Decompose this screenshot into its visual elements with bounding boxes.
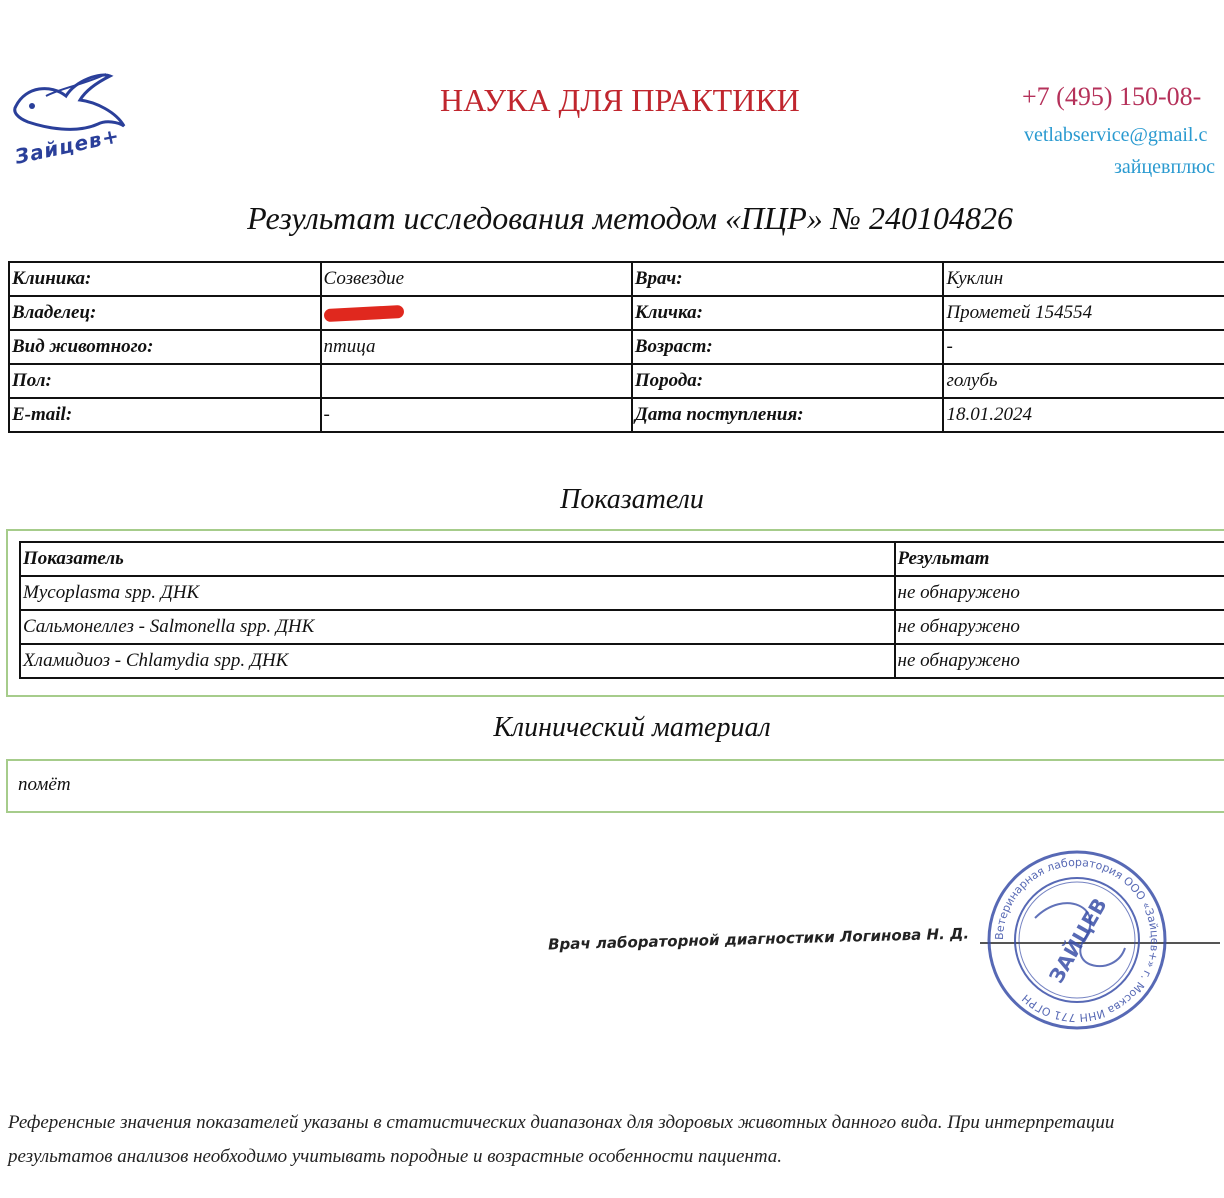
clinic-label: Клиника: <box>9 262 321 296</box>
indicator-result: не обнаружено <box>895 576 1224 610</box>
indicator-name: Сальмонеллез - Salmonella spp. ДНК <box>20 610 895 644</box>
col-result-header: Результат <box>895 542 1224 576</box>
table-row <box>20 644 1224 678</box>
nickname-value: Прометей 154554 <box>943 296 1224 330</box>
info-row <box>9 330 1224 364</box>
indicator-name: Хламидиоз - Chlamydia spp. ДНК <box>20 644 895 678</box>
info-row <box>9 364 1224 398</box>
sex-value <box>321 364 632 398</box>
info-row <box>9 296 1224 330</box>
species-value: птица <box>321 330 632 364</box>
material-section-title: Клинический материал <box>493 712 771 743</box>
document-title: Результат исследования методом «ПЦР» № 240104826 <box>247 200 1013 236</box>
breed-value: голубь <box>943 364 1224 398</box>
date-value: 18.01.2024 <box>943 398 1224 432</box>
email-value: - <box>321 398 632 432</box>
age-value: - <box>943 330 1224 364</box>
patient-info-table <box>8 261 1224 433</box>
indicator-result: не обнаружено <box>895 644 1224 678</box>
owner-value <box>321 296 632 330</box>
indicator-result: не обнаружено <box>895 610 1224 644</box>
reference-note: Референсные значения показателей указаны в статистических диапазонах для здоровых животных данного вида. При интерпретации результатов анализов необходимо учитывать породные и возрастные особенности пациента. <box>8 1112 1115 1167</box>
owner-label: Владелец: <box>9 296 321 330</box>
indicators-section-title: Показатели <box>560 484 704 515</box>
breed-label: Порода: <box>632 364 944 398</box>
table-header-row <box>20 542 1224 576</box>
email-address: vetlabservice@gmail.c <box>1024 124 1208 146</box>
site-name: зайцевплюс <box>1114 156 1216 178</box>
species-label: Вид животного: <box>9 330 321 364</box>
col-indicator-header: Показатель <box>20 542 895 576</box>
age-label: Возраст: <box>632 330 944 364</box>
doctor-label: Врач: <box>632 262 944 296</box>
signer-caption: Врач лабораторной диагностики Логинова Н. Д. <box>547 924 970 954</box>
info-row <box>9 262 1224 296</box>
material-value: помёт <box>18 774 71 795</box>
indicator-name: Mycoplasma spp. ДНК <box>20 576 895 610</box>
indicators-table <box>19 541 1224 679</box>
logo-text: Зайцев+ <box>12 123 122 169</box>
lab-slogan-title: НАУКА ДЛЯ ПРАКТИКИ <box>440 82 800 118</box>
email-label: E-mail: <box>9 398 321 432</box>
doctor-value: Куклин <box>943 262 1224 296</box>
table-row <box>20 576 1224 610</box>
stamp-ring-text: Ветеринарная лаборатория ООО «Зайцев+» г. Москва ИНН 771 ОГРН <box>992 855 1162 1025</box>
nickname-label: Кличка: <box>632 296 944 330</box>
lab-stamp-seal <box>985 848 1169 1032</box>
clinic-value: Созвездие <box>321 262 632 296</box>
info-row <box>9 398 1224 432</box>
date-label: Дата поступления: <box>632 398 944 432</box>
phone-number: +7 (495) 150-08- <box>1022 82 1202 111</box>
redaction-mark <box>323 305 404 322</box>
material-frame <box>6 759 1224 813</box>
sex-label: Пол: <box>9 364 321 398</box>
stamp-center-text: ЗАЙЦЕВ <box>1044 893 1112 988</box>
table-row <box>20 610 1224 644</box>
